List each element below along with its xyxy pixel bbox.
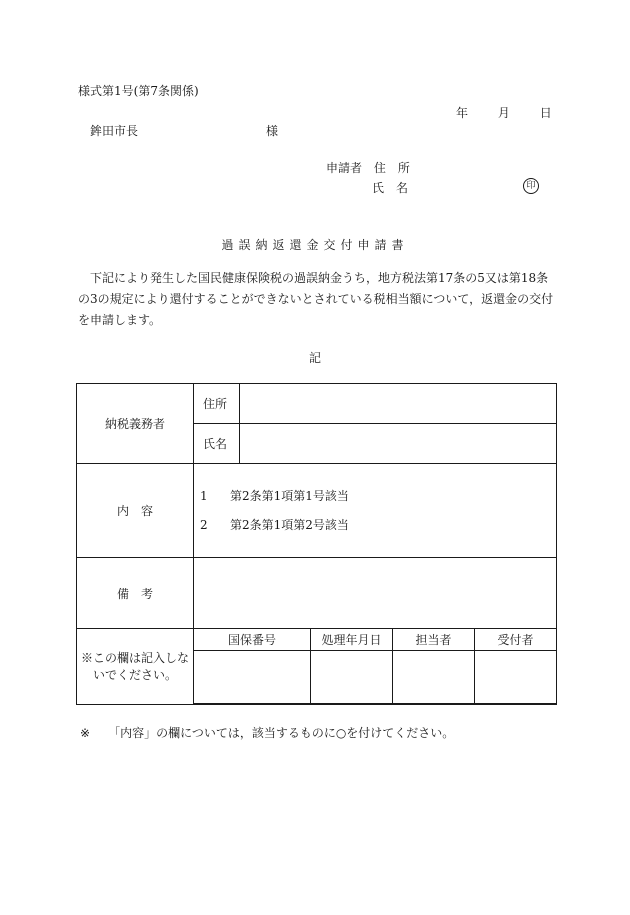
month-label: 月	[497, 106, 510, 120]
office-use-note-text: ※この欄は記入しないでください。	[81, 650, 190, 682]
office-cell-receiver	[475, 651, 557, 704]
taxpayer-address-field[interactable]	[240, 384, 557, 424]
content-item-text: 第2条第1項第2号該当	[230, 517, 349, 532]
content-item[interactable]	[200, 511, 556, 540]
footnote-text: 「内容」の欄については，該当するものに○を付けてください。	[108, 726, 455, 740]
taxpayer-address-label: 住所	[194, 384, 240, 424]
addressee-suffix: 様	[266, 124, 279, 138]
office-cell-person-in-charge	[393, 651, 475, 704]
ki-label: 記	[308, 351, 321, 365]
office-header-person-in-charge: 担当者	[393, 629, 475, 651]
addressee: 鉾田市長	[90, 124, 139, 138]
applicant-address-line	[326, 159, 410, 176]
year-label: 年	[456, 106, 469, 120]
remarks-label: 備 考	[77, 558, 194, 629]
content-item-number: 1	[200, 488, 208, 503]
footnote	[80, 724, 454, 741]
applicant-address-label: 住 所	[373, 161, 410, 175]
office-header-kokuho-number: 国保番号	[194, 629, 311, 651]
form-number: 様式第1号(第7条関係)	[78, 84, 199, 98]
applicant-label: 申請者	[326, 161, 363, 175]
content-item[interactable]	[200, 482, 556, 511]
office-use-table	[193, 628, 557, 704]
office-header-receiver: 受付者	[475, 629, 557, 651]
remarks-field[interactable]	[194, 558, 557, 629]
content-item-number: 2	[200, 517, 208, 532]
content-items	[194, 464, 557, 558]
taxpayer-label: 納税義務者	[77, 384, 194, 464]
office-cell-processing-date	[311, 651, 393, 704]
seal-icon: 印	[523, 178, 539, 194]
office-cell-kokuho-number	[194, 651, 311, 704]
content-item-text: 第2条第1項第1号該当	[230, 488, 349, 503]
taxpayer-name-field[interactable]	[240, 424, 557, 464]
office-header-processing-date: 処理年月日	[311, 629, 393, 651]
content-label: 内 容	[77, 464, 194, 558]
document-title: 過誤納返還金交付申請書	[221, 238, 409, 252]
applicant-name-label: 氏 名	[372, 181, 409, 195]
body-text: 下記により発生した国民健康保険税の過誤納金うち，地方税法第17条の5又は第18条の3の規定により還付することができないとされている税相当額について，返還金の交付を申請します。	[78, 271, 554, 327]
day-label: 日	[539, 106, 552, 120]
addressee-line	[90, 122, 278, 139]
date-line	[456, 104, 552, 121]
footnote-mark: ※	[80, 726, 91, 740]
office-use-note	[77, 629, 194, 705]
taxpayer-name-label: 氏名	[194, 424, 240, 464]
